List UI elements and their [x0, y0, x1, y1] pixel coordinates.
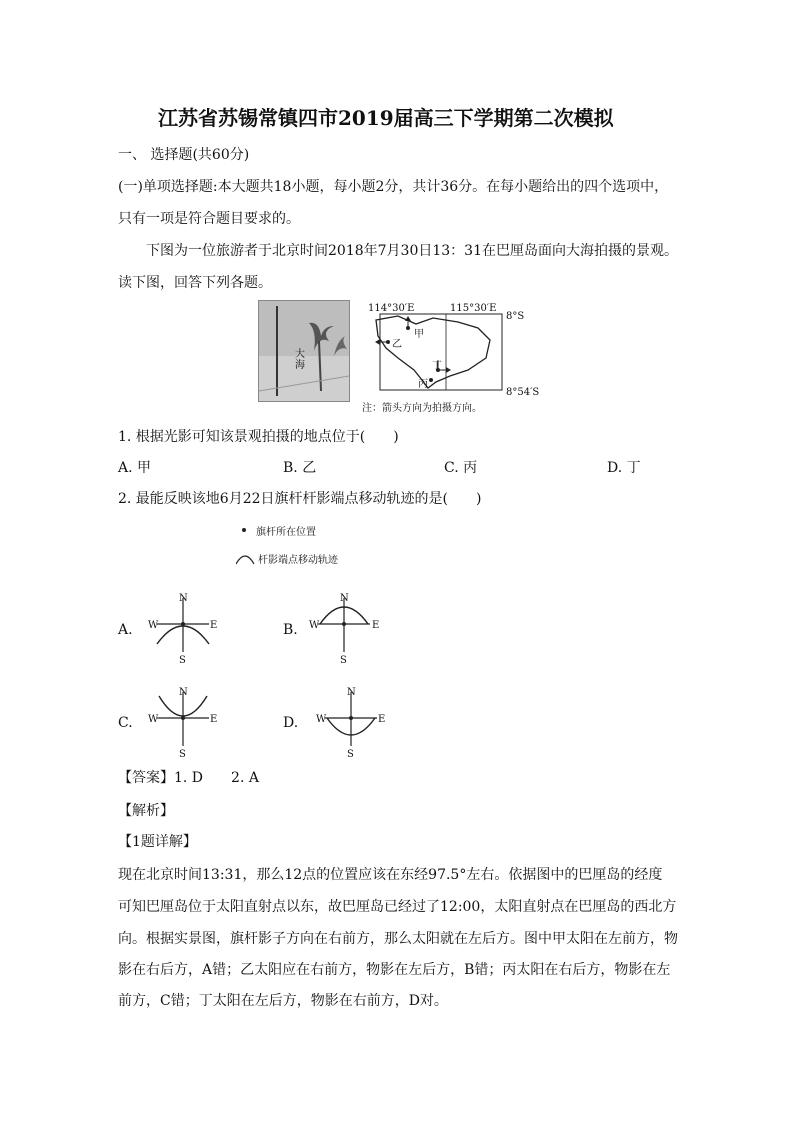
legend-trajectory: 杆影端点移动轨迹: [258, 555, 338, 566]
intro-line-1: 下图为一位旅游者于北京时间2018年7月30日13：31在巴厘岛面向大海拍摄的景观。: [146, 243, 678, 259]
longitude-label-1: 114°30′E: [368, 303, 415, 314]
dir-n-b: N: [340, 593, 349, 604]
answer-line: 【答案】1. D 2. A: [118, 770, 259, 786]
bali-map: [358, 300, 538, 415]
section-heading: 一、 选择题(共60分): [118, 147, 250, 163]
latitude-label-2: 8°54′S: [506, 387, 540, 398]
detail-line-4: 影在右后方，A错；乙太阳应在右前方，物影在左后方，B错；丙太阳在右后方，物影在左: [118, 962, 671, 978]
dir-e-b: E: [372, 620, 380, 631]
q2-option-a-label: A.: [118, 622, 133, 638]
q2-option-c-label: C.: [118, 715, 133, 731]
dir-w-c: W: [148, 714, 159, 725]
detail-line-3: 向。根据实景图，旗杆影子方向在右前方，那么太阳就在左后方。图中甲太阳在左前方，物: [118, 931, 678, 947]
q2-option-b-label: B.: [283, 622, 298, 638]
dir-n-c: N: [179, 687, 188, 698]
place-ding: 丁: [432, 361, 442, 372]
dir-w-d: W: [316, 714, 327, 725]
intro-line-2: 读下图，回答下列各题。: [118, 275, 272, 291]
dir-n-d: N: [347, 687, 356, 698]
photo-label: 大海: [295, 349, 305, 371]
q1-option-a: A. 甲: [118, 460, 152, 476]
instruction-line-2: 只有一项是符合题目要求的。: [118, 211, 300, 227]
instruction-line-1: (一)单项选择题:本大题共18小题，每小题2分，共计36分。在每小题给出的四个选项中，: [118, 179, 669, 195]
beach-photo: [258, 300, 350, 402]
dir-n-a: N: [179, 593, 188, 604]
dir-s-d: S: [347, 749, 354, 760]
place-bing: 丙: [418, 379, 428, 390]
question-1-stem: 1. 根据光影可知该景观拍摄的地点位于( ): [118, 429, 399, 445]
q1-option-b: B. 乙: [283, 460, 317, 476]
dir-w-b: W: [309, 620, 320, 631]
page-title: 江苏省苏锡常镇四市2019届高三下学期第二次模拟: [158, 106, 614, 130]
q1-option-c: C. 丙: [444, 460, 478, 476]
place-jia: 甲: [414, 329, 424, 340]
dir-s-c: S: [179, 749, 186, 760]
detail-heading: 【1题详解】: [118, 834, 197, 850]
q1-option-d: D. 丁: [607, 460, 641, 476]
detail-line-1: 现在北京时间13:31，那么12点的位置应该在东经97.5°左右。依据图中的巴厘岛的经度: [118, 867, 663, 883]
detail-line-5: 前方，C错；丁太阳在左后方，物影在右前方，D对。: [118, 993, 448, 1009]
question-2-stem: 2. 最能反映该地6月22日旗杆杆影端点移动轨迹的是( ): [118, 491, 482, 507]
map-note: 注：箭头方向为拍摄方向。: [362, 403, 482, 414]
q2-option-d-label: D.: [283, 715, 299, 731]
latitude-label-1: 8°S: [506, 311, 525, 322]
dir-s-a: S: [179, 655, 186, 666]
dir-s-b: S: [340, 655, 347, 666]
place-yi: 乙: [392, 339, 402, 350]
legend-flagpole: 旗杆所在位置: [256, 527, 316, 538]
dir-w-a: W: [148, 620, 159, 631]
analysis-heading: 【解析】: [118, 803, 174, 819]
detail-line-2: 可知巴厘岛位于太阳直射点以东，故巴厘岛已经过了12:00，太阳直射点在巴厘岛的西北方: [118, 899, 677, 915]
dir-e-c: E: [210, 714, 218, 725]
dir-e-d: E: [378, 714, 386, 725]
longitude-label-2: 115°30′E: [450, 303, 497, 314]
dir-e-a: E: [210, 620, 218, 631]
